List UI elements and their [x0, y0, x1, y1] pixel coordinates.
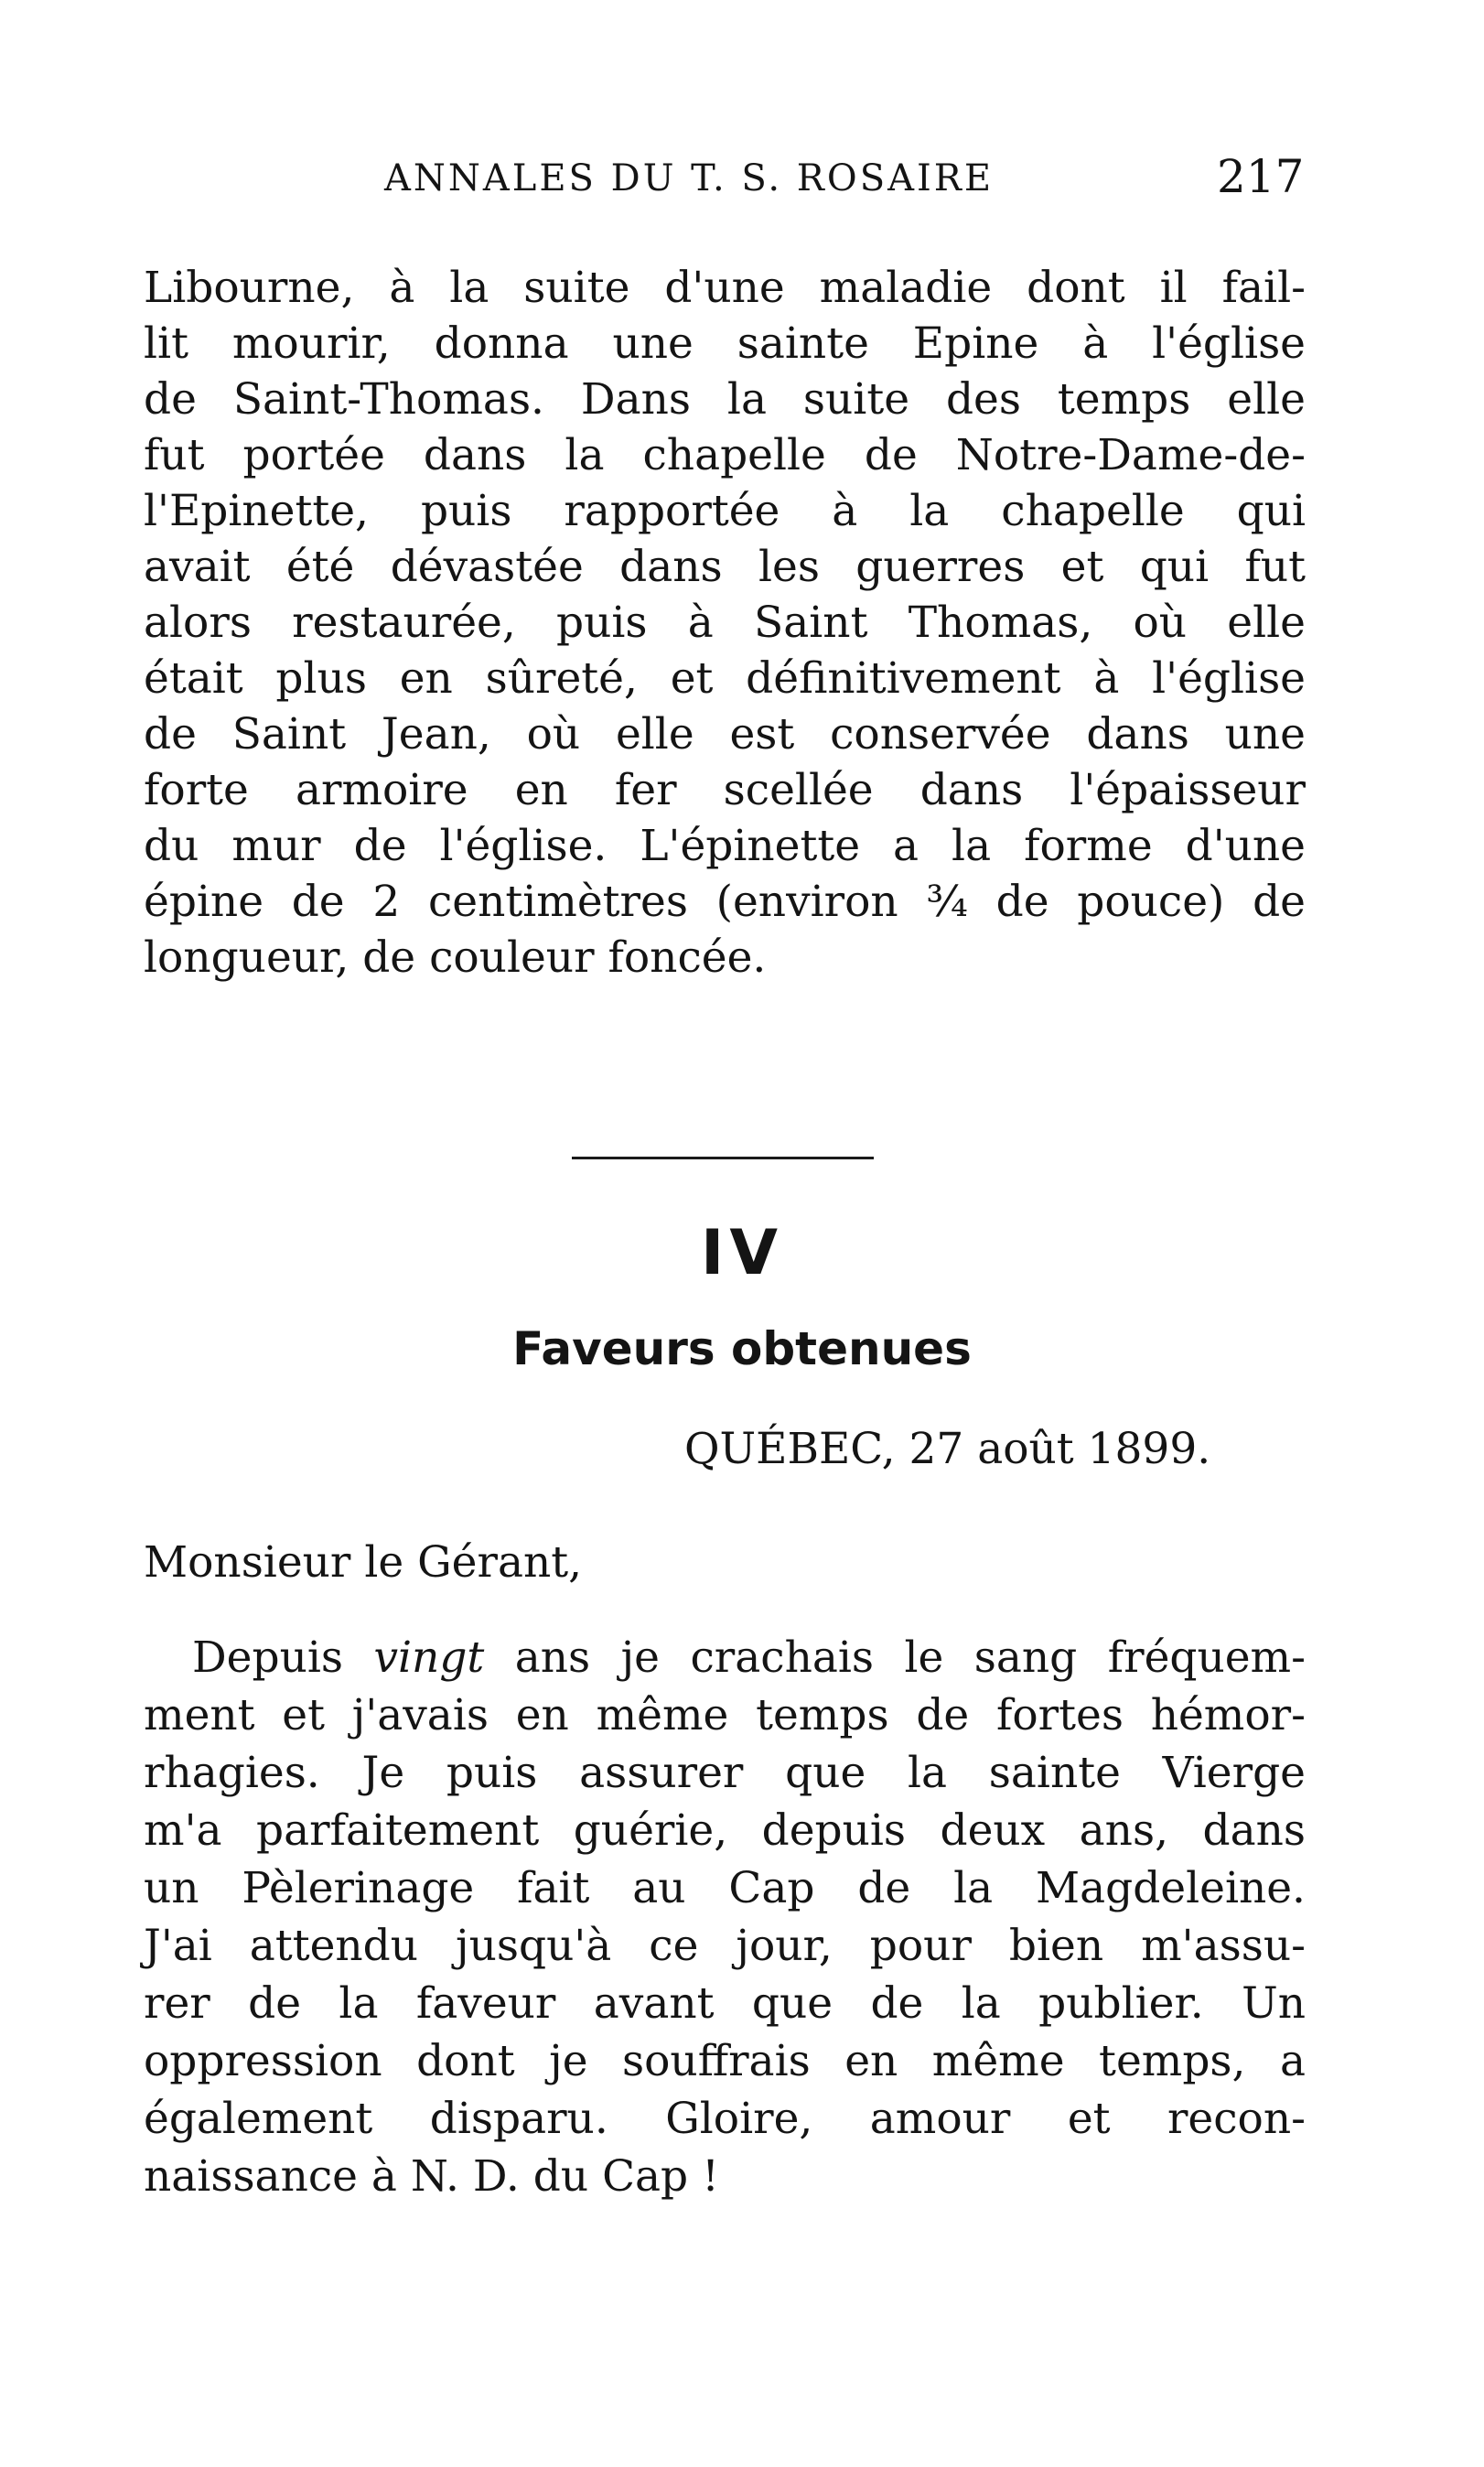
text-line: fut portée dans la chapelle de Notre-Dame-de- [144, 430, 1306, 480]
text-line: un Pèlerinage fait au Cap de la Magdeleine. [144, 1863, 1306, 1913]
italic-word: vingt [373, 1632, 485, 1683]
text-line: ment et j'avais en même temps de fortes hémor- [144, 1690, 1306, 1740]
text-line: de Saint Jean, où elle est conservée dans une [144, 709, 1306, 759]
text-line: m'a parfaitement guérie, depuis deux ans, dans [144, 1805, 1306, 1856]
text-line: rer de la faveur avant que de la publier. Un [144, 1978, 1306, 2029]
letter-salutation: Monsieur le Gérant, [144, 1537, 583, 1588]
text-line: Libourne, à la suite d'une maladie dont il fail- [144, 263, 1306, 313]
text-line: de Saint-Thomas. Dans la suite des temps elle [144, 374, 1306, 425]
text-run: Depuis [192, 1632, 374, 1683]
text-line: également disparu. Gloire, amour et recon- [144, 2094, 1306, 2144]
text-run: ans je crachais le sang fréquem- [484, 1632, 1307, 1683]
text-line: oppression dont je souffrais en même temps, a [144, 2036, 1306, 2086]
text-line: avait été dévastée dans les guerres et qui fut [144, 542, 1306, 592]
text-line: l'Epinette, puis rapportée à la chapelle qui [144, 486, 1306, 536]
text-line: alors restaurée, puis à Saint Thomas, où elle [144, 598, 1306, 648]
section-number: IV [701, 1217, 783, 1289]
letter-dateline: QUÉBEC, 27 août 1899. [684, 1424, 1211, 1474]
text-line: du mur de l'église. L'épinette a la forme d'une [144, 821, 1306, 871]
page-number: 217 [1217, 150, 1305, 203]
text-line: forte armoire en fer scellée dans l'épaisseur [144, 765, 1306, 815]
text-line: J'ai attendu jusqu'à ce jour, pour bien m'assu- [144, 1921, 1306, 1971]
section-divider [572, 1157, 874, 1159]
text-line: longueur, de couleur foncée. [144, 932, 767, 983]
text-line: lit mourir, donna une sainte Epine à l'église [144, 318, 1306, 369]
running-title: ANNALES DU T. S. ROSAIRE [384, 157, 995, 199]
text-line: était plus en sûreté, et définitivement à l'église [144, 653, 1306, 704]
section-title: Faveurs obtenues [512, 1322, 972, 1375]
text-line: naissance à N. D. du Cap ! [144, 2151, 719, 2202]
text-line: épine de 2 centimètres (environ ¾ de pouce) de [144, 877, 1306, 927]
text-line: rhagies. Je puis assurer que la sainte Vierge [144, 1748, 1306, 1798]
text-line [192, 1631, 1306, 1686]
